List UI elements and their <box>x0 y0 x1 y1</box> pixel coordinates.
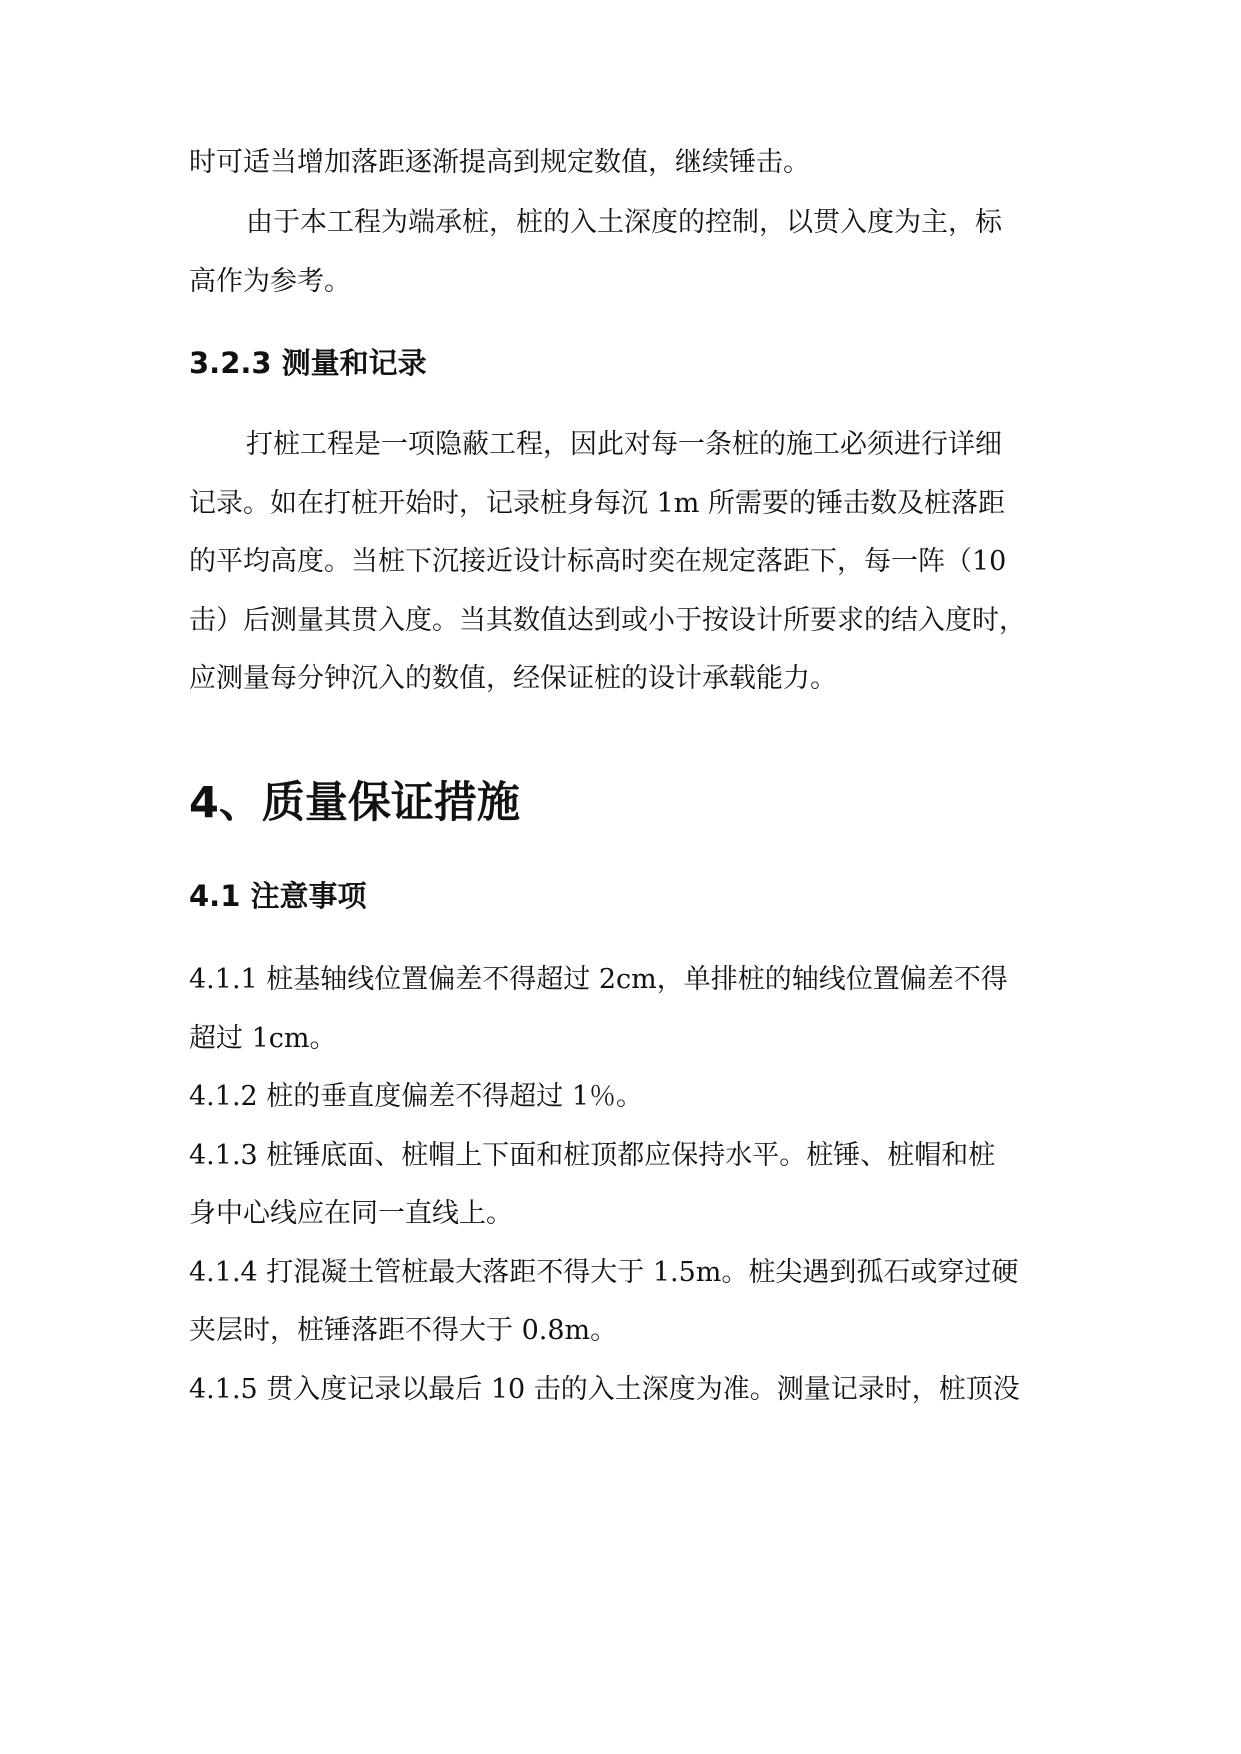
paragraph-line: 由于本工程为端承桩，桩的入土深度的控制，以贯入度为主，标 <box>246 207 1002 238</box>
paragraph-line: 记录。如在打桩开始时，记录桩身每沉 1m 所需要的锤击数及桩落距 <box>189 488 1005 519</box>
paragraph-line: 高作为参考。 <box>189 266 351 297</box>
list-item: 4.1.2 桩的垂直度偏差不得超过 1％。 <box>189 1081 644 1112</box>
list-item-continuation: 超过 1cm。 <box>189 1023 337 1054</box>
paragraph-line: 的平均高度。当桩下沉接近设计标高时奕在规定落距下，每一阵（10 <box>189 546 1007 577</box>
paragraph-line: 时可适当增加落距逐渐提高到规定数值，继续锤击。 <box>189 147 810 178</box>
paragraph-line: 应测量每分钟沉入的数值，经保证桩的设计承载能力。 <box>189 663 837 694</box>
list-item: 4.1.5 贯入度记录以最后 10 击的入土深度为准。测量记录时，桩顶没 <box>189 1374 1020 1405</box>
list-item: 4.1.4 打混凝土管桩最大落距不得大于 1.5m。桩尖遇到孤石或穿过硬 <box>189 1257 1019 1288</box>
section-heading-3-2-3: 3.2.3 测量和记录 <box>189 346 427 380</box>
section-heading-4-1: 4.1 注意事项 <box>189 879 367 913</box>
list-item: 4.1.3 桩锤底面、桩帽上下面和桩顶都应保持水平。桩锤、桩帽和桩 <box>189 1140 996 1171</box>
paragraph-line: 打桩工程是一项隐蔽工程，因此对每一条桩的施工必须进行详细 <box>246 429 1002 460</box>
paragraph-line: 击）后测量其贯入度。当其数值达到或小于按设计所要求的结入度时， <box>189 605 1026 636</box>
list-item-continuation: 身中心线应在同一直线上。 <box>189 1198 513 1229</box>
chapter-heading-4: 4、质量保证措施 <box>189 778 520 828</box>
list-item: 4.1.1 桩基轴线位置偏差不得超过 2cm，单排桩的轴线位置偏差不得 <box>189 964 1008 995</box>
list-item-continuation: 夹层时，桩锤落距不得大于 0.8m。 <box>189 1315 618 1346</box>
